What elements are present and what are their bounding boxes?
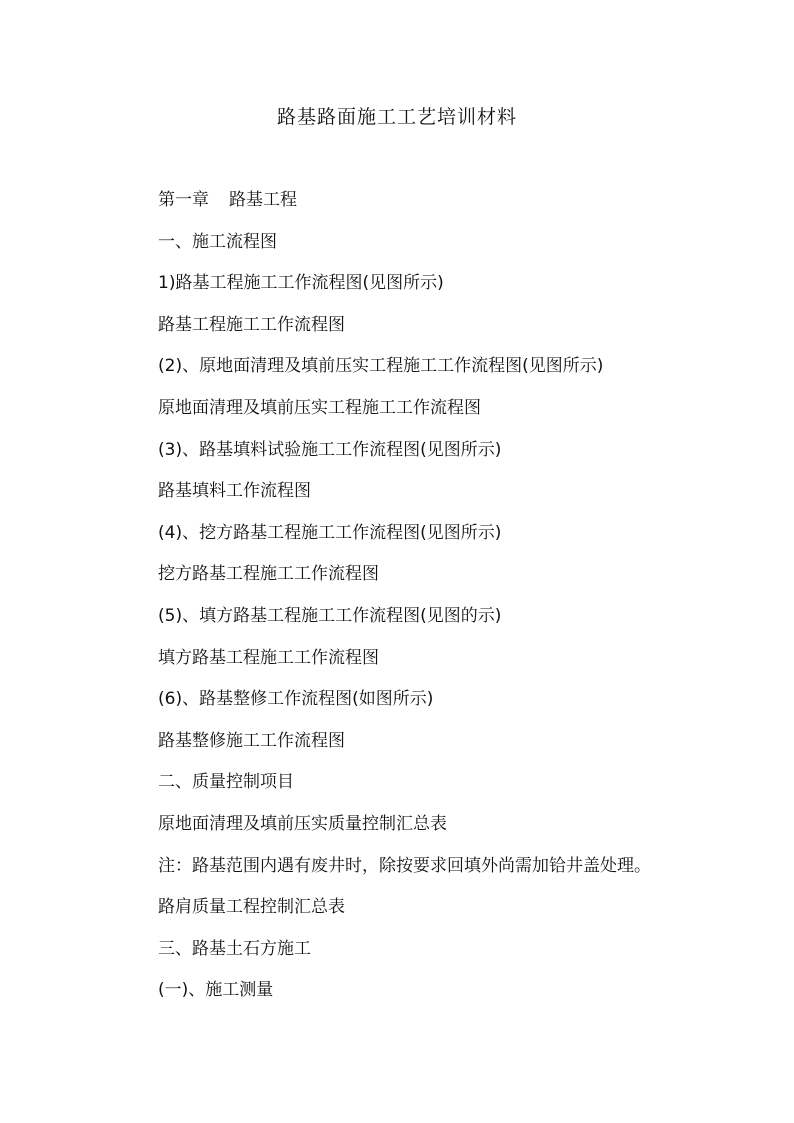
paragraph: (3)、路基填料试验施工工作流程图(见图所示) — [158, 439, 502, 460]
section-heading-earthwork: 三、路基土石方施工 — [158, 938, 311, 959]
paragraph: (5)、填方路基工程施工工作流程图(见图的示) — [158, 605, 502, 626]
section-heading-flowchart: 一、施工流程图 — [158, 231, 277, 252]
figure-caption: 路基填料工作流程图 — [158, 481, 311, 502]
paragraph: (2)、原地面清理及填前压实工程施工工作流程图(见图所示) — [158, 356, 604, 377]
document-body — [158, 186, 778, 1018]
document-title: 路基路面施工工艺培训材料 — [276, 106, 517, 128]
chapter-heading — [158, 186, 778, 228]
table-caption: 原地面清理及填前压实质量控制汇总表 — [158, 813, 447, 834]
chapter-name: 路基工程 — [229, 190, 297, 210]
subsection-heading: (一)、施工测量 — [158, 980, 274, 1001]
figure-caption: 挖方路基工程施工工作流程图 — [158, 564, 379, 585]
paragraph: (4)、挖方路基工程施工工作流程图(见图所示) — [158, 522, 502, 543]
chapter-number: 第一章 — [158, 190, 209, 210]
table-caption: 路肩质量工程控制汇总表 — [158, 897, 345, 918]
figure-caption: 原地面清理及填前压实工程施工工作流程图 — [158, 397, 481, 418]
paragraph: (6)、路基整修工作流程图(如图所示) — [158, 689, 434, 710]
section-heading-quality: 二、质量控制项目 — [158, 772, 294, 793]
note: 注：路基范围内遇有废井时，除按要求回填外尚需加铪井盖处理。 — [158, 855, 651, 876]
figure-caption: 路基工程施工工作流程图 — [158, 314, 345, 335]
figure-caption: 路基整修施工工作流程图 — [158, 730, 345, 751]
figure-caption: 填方路基工程施工工作流程图 — [158, 647, 379, 668]
paragraph: 1)路基工程施工工作流程图(见图所示) — [158, 273, 444, 294]
